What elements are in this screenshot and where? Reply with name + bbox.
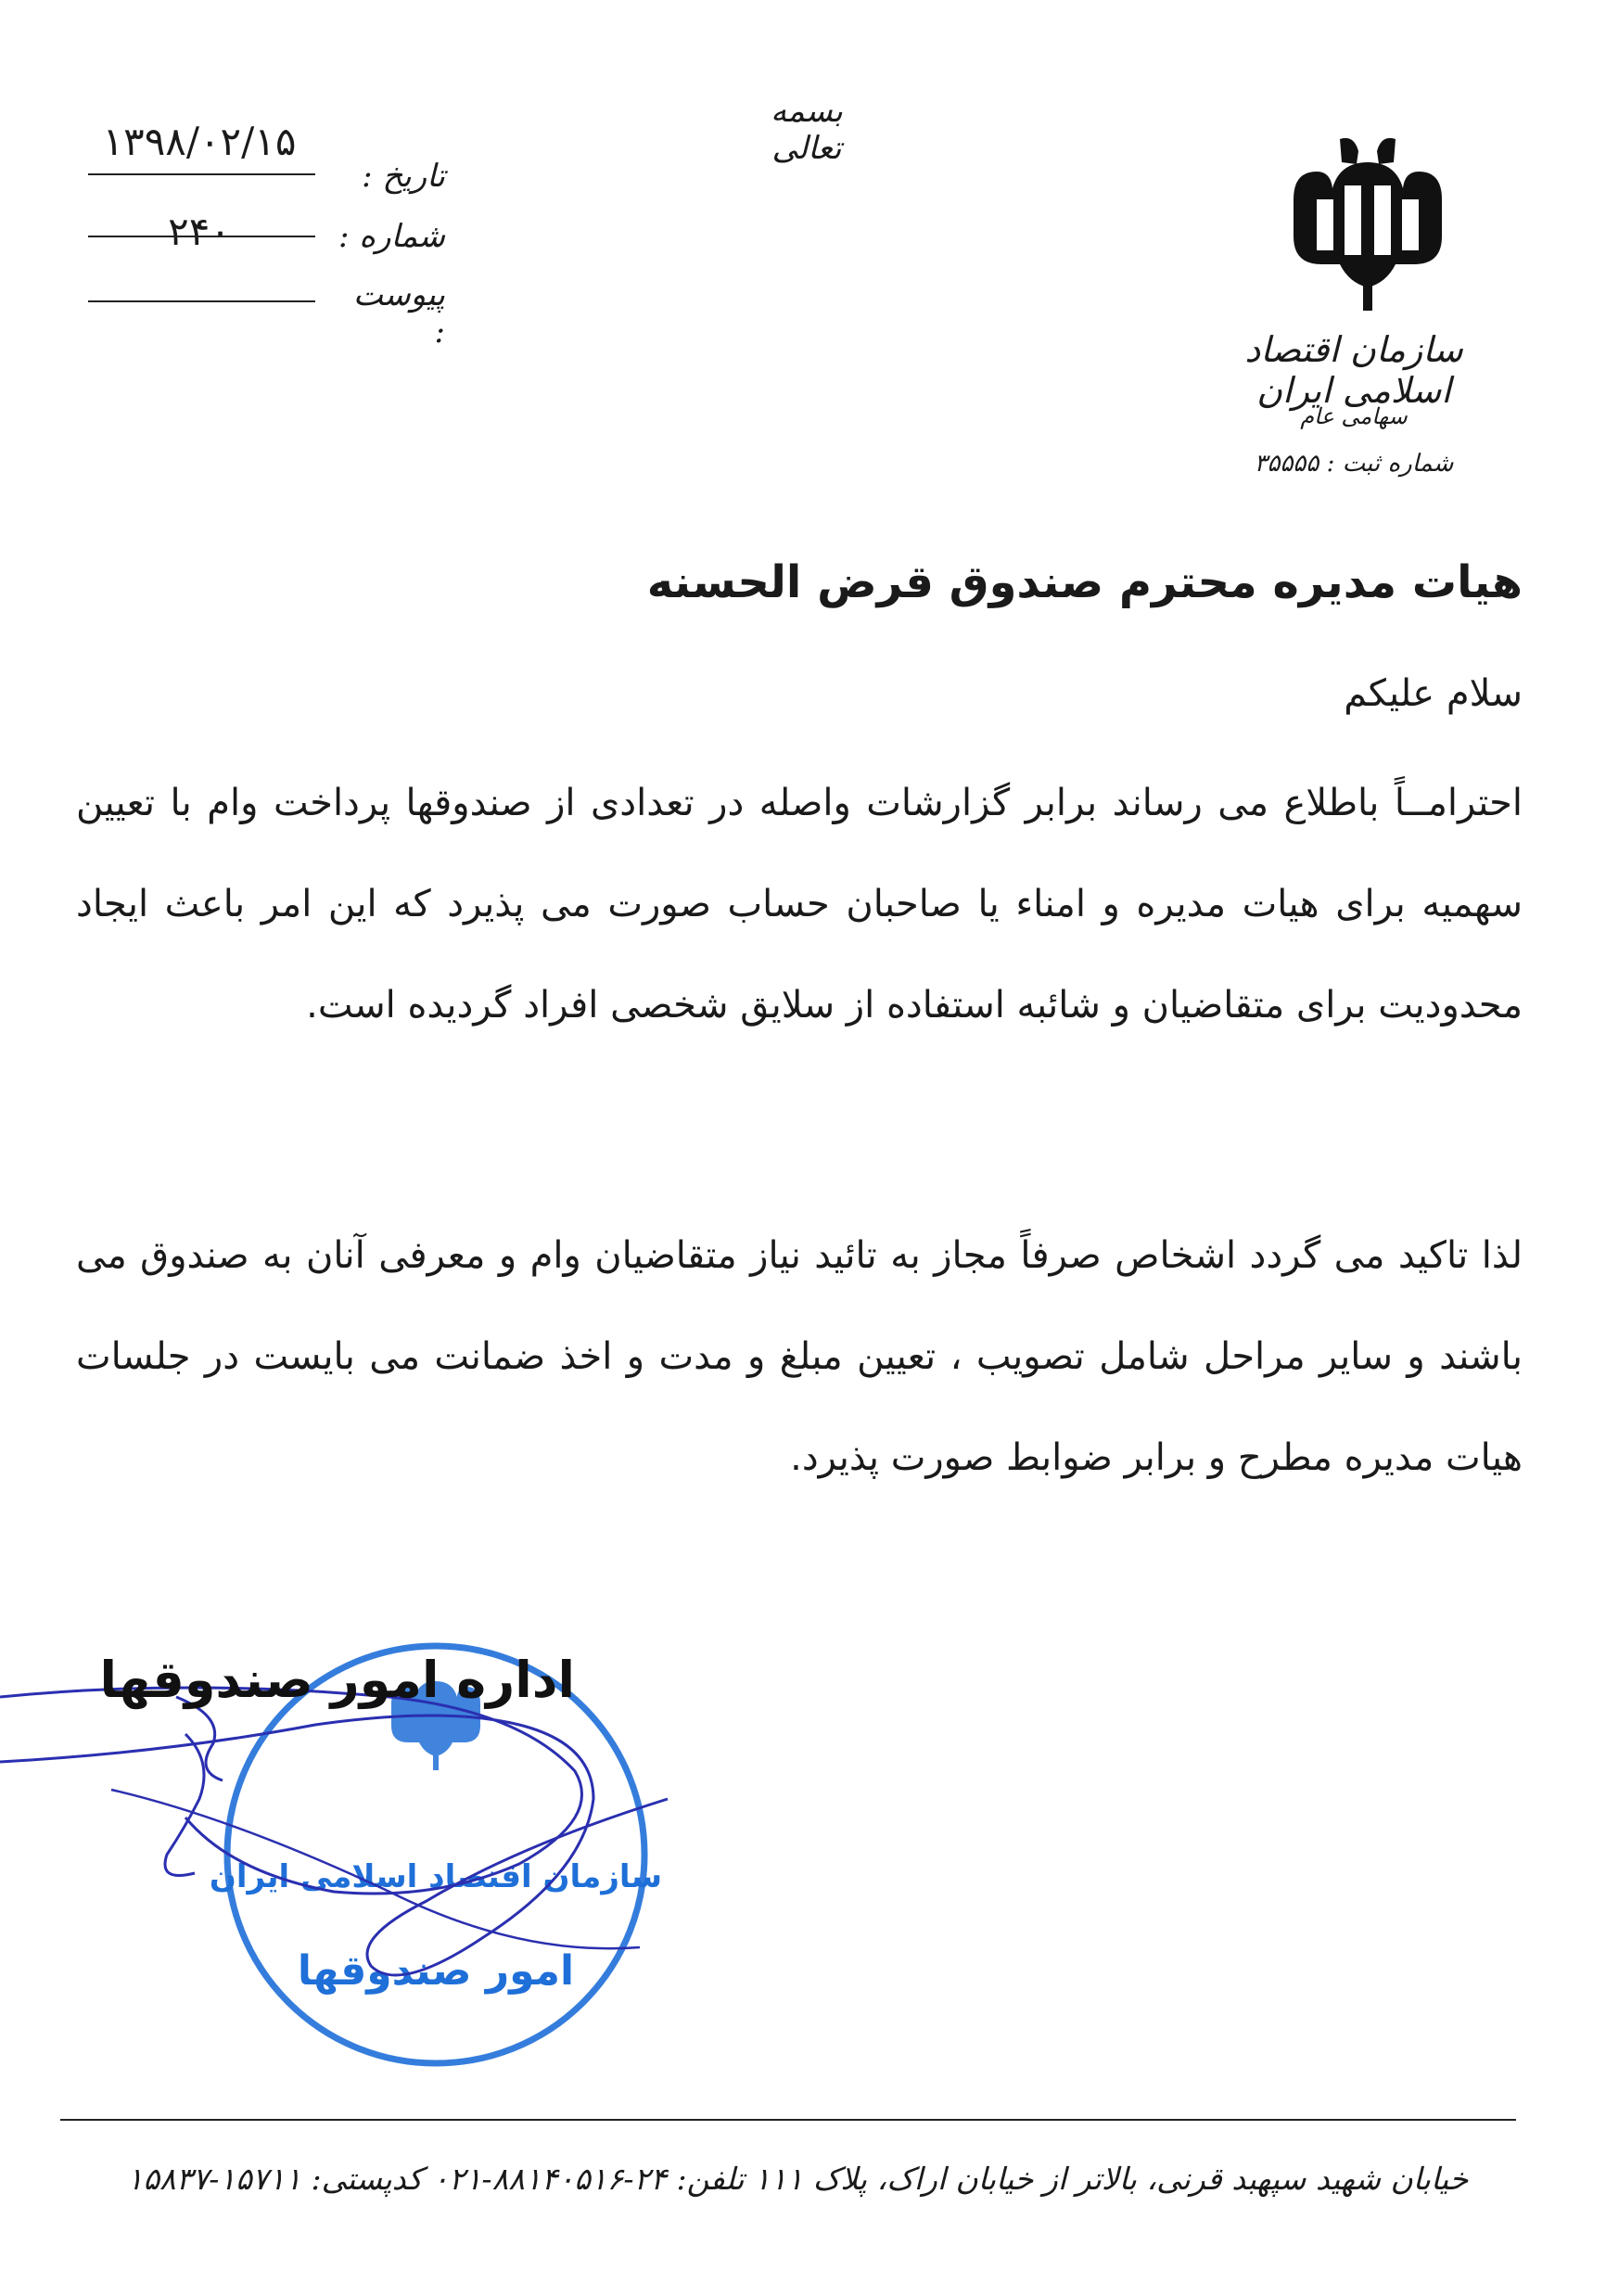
date-label: تاریخ : bbox=[362, 158, 445, 195]
stamp-org-text: سازمان اقتصاد اسلامی ایران bbox=[209, 1858, 663, 1895]
bismillah: بسمه تعالی bbox=[771, 93, 843, 167]
letter-greeting: سلام علیکم bbox=[1344, 672, 1523, 715]
signature bbox=[0, 1660, 723, 2022]
organization-type: سهامی عام bbox=[1300, 403, 1408, 429]
letter-paragraph-2: لذا تاکید می گردد اشخاص صرفاً مجاز به تائید نیاز متقاضیان وام و معرفی آنان به صندوق می باشند و سایر مراحل شامل تصویب ، تعیین مبلغ و مدت و اخذ ضمانت می بایست در جلسات هیات مدیره مطرح و برابر ضوابط صورت پذیرد. bbox=[76, 1234, 1523, 1479]
letter-recipient: هیات مدیره محترم صندوق قرض الحسنه bbox=[646, 556, 1523, 608]
office-name: اداره امور صندوقها bbox=[99, 1651, 575, 1709]
organization-name: سازمان اقتصاد اسلامی ایران bbox=[1244, 329, 1463, 411]
organization-logo bbox=[1275, 134, 1460, 320]
date-underline bbox=[88, 173, 315, 175]
organization-registration: شماره ثبت : ۳۵۵۵۵ bbox=[1254, 450, 1454, 478]
attachment-label: پیوست : bbox=[352, 276, 445, 351]
number-label: شماره : bbox=[338, 218, 445, 255]
letter-paragraph-1: احترامــاً باطلاع می رساند برابر گزارشات واصله در تعدادی از صندوقها پرداخت وام با تعیین سهمیه برای هیات مدیره و امناء یا صاحبان حساب صورت می پذیرد که این امر باعث ایجاد محدودیت برای متقاضیان و شائبه استفاده از سلایق شخصی افراد گردیده است. bbox=[76, 782, 1523, 1027]
footer-address: خیابان شهید سپهبد قرنی، بالاتر از خیابان اراک، پلاک ۱۱۱ تلفن: ۲۴-۸۸۱۴۰۵۱۶-۰۲۱ کدپستی: ۱۵۷۱۱-۱۵۸۳۷ bbox=[126, 2161, 1469, 2197]
footer-divider bbox=[60, 2119, 1516, 2121]
number-underline bbox=[88, 236, 315, 237]
date-value: ۱۳۹۸/۰۲/۱۵ bbox=[102, 119, 297, 164]
stamp-dept-text: امور صندوقها bbox=[297, 1947, 575, 1995]
attachment-underline bbox=[88, 300, 315, 302]
number-value: ۲۴۰ bbox=[168, 209, 231, 254]
